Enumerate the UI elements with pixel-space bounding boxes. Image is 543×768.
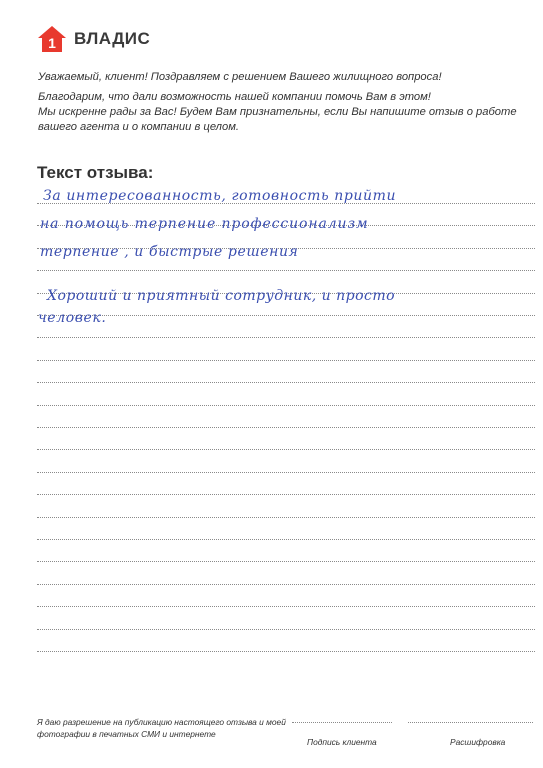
signature-line[interactable] [292,722,392,723]
ruled-line [37,629,535,630]
transcript-label: Расшифровка [450,737,506,747]
ruled-line [37,270,535,271]
congrats-line: Уважаемый, клиент! Поздравляем с решением Вашего жилищного вопроса! [38,71,442,83]
svg-text:1: 1 [48,35,56,51]
ruled-line [37,449,535,450]
ruled-line [37,561,535,562]
publication-consent: Я даю разрешение на публикацию настоящего отзыва и моей фотографии в печатных СМИ и интернете [37,717,286,739]
company-name: ВЛАДИС [74,29,151,48]
thanks-line: Благодарим, что дали возможность нашей компании помочь Вам в этом! [38,91,431,103]
handwriting-line-4: Хороший и приятный сотрудник, и просто [47,288,396,304]
ruled-line [37,517,535,518]
handwriting-line-3: терпение , и быстрые решения [40,244,299,260]
request-line: Мы искренне рады за Вас! Будем Вам признательны, если Вы напишите отзыв о работе вашего агента и о компании в целом. [38,106,517,133]
company-logo [37,25,150,53]
ruled-line [37,472,535,473]
handwriting-line-1: За интересованность, готовность прийти [43,188,397,204]
ruled-line [37,651,535,652]
ruled-line [37,382,535,383]
ruled-line [37,427,535,428]
ruled-line [37,360,535,361]
ruled-line [37,606,535,607]
ruled-line [37,315,535,316]
intro-text [38,70,518,140]
signature-label: Подпись клиента [307,737,377,747]
handwriting-line-5: человек. [38,310,107,326]
ruled-line [37,337,535,338]
review-heading: Текст отзыва: [37,163,154,182]
handwriting-line-2: на помощь терпение профессионализм [40,216,369,232]
transcript-line[interactable] [408,722,533,723]
ruled-line [37,584,535,585]
ruled-line [37,539,535,540]
ruled-line [37,405,535,406]
ruled-line [37,494,535,495]
house-logo-icon [37,25,67,53]
